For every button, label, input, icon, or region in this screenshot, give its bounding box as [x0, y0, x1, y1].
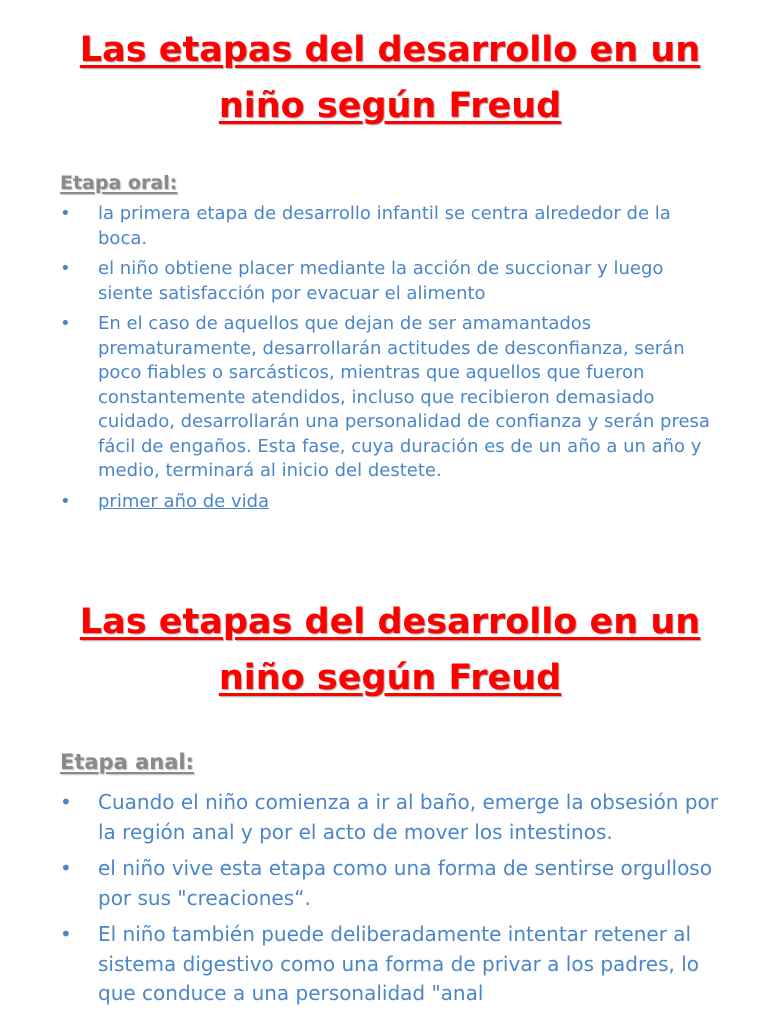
list-item: [60, 788, 720, 847]
bullet-list: [60, 202, 720, 520]
bullet-marker: •: [60, 313, 71, 334]
bullet-text: el niño vive esta etapa como una forma de sentirse orgulloso por sus "creaciones“.: [98, 856, 712, 910]
bullet-text: Cuando el niño comienza a ir al baño, emerge la obsesión por la región anal y por el acto de mover los intestinos.: [98, 790, 718, 844]
bullet-marker: •: [60, 258, 71, 279]
bullet-list: [60, 788, 720, 1016]
bullet-marker: •: [60, 790, 72, 814]
section-heading-anal: Etapa anal:: [60, 750, 194, 774]
list-item: [60, 202, 720, 251]
bullet-marker: •: [60, 203, 71, 224]
bullet-marker: •: [60, 922, 72, 946]
slide-title: Las etapas del desarrollo en un niño según Freud: [79, 602, 701, 698]
bullet-text: El niño también puede deliberadamente intentar retener al sistema digestivo como una forma de privar a los padres, lo que conduce a una personalidad "anal: [98, 922, 700, 1005]
bullet-marker: •: [60, 856, 72, 880]
bullet-text: la primera etapa de desarrollo infantil se centra alrededor de la boca.: [98, 203, 671, 249]
section-heading-oral: Etapa oral:: [60, 172, 178, 194]
list-item: [60, 257, 720, 306]
list-item: [60, 490, 720, 515]
bullet-text: el niño obtiene placer mediante la acción de succionar y luego siente satisfacción por evacuar el alimento: [98, 258, 664, 304]
bullet-marker: •: [60, 490, 71, 512]
list-item: [60, 920, 720, 1009]
first-year-link[interactable]: primer año de vida: [98, 490, 270, 512]
list-item: [60, 854, 720, 913]
list-item: [60, 312, 720, 484]
bullet-text: En el caso de aquellos que dejan de ser amamantados prematuramente, desarrollarán actitudes de desconfianza, serán poco fiables o sarcásticos, mientras que aquellos que fueron constantemente atendidos, incluso que recibieron demasiado cuidado, desarrollarán una personalidad de confianza y serán presa fácil de engaños. Esta fase, cuya duración es de un año a un año y medio, terminará al inicio del destete.: [98, 313, 710, 481]
slide-anal-stage: [0, 590, 768, 1024]
slide-title: Las etapas del desarrollo en un niño según Freud: [79, 30, 701, 126]
